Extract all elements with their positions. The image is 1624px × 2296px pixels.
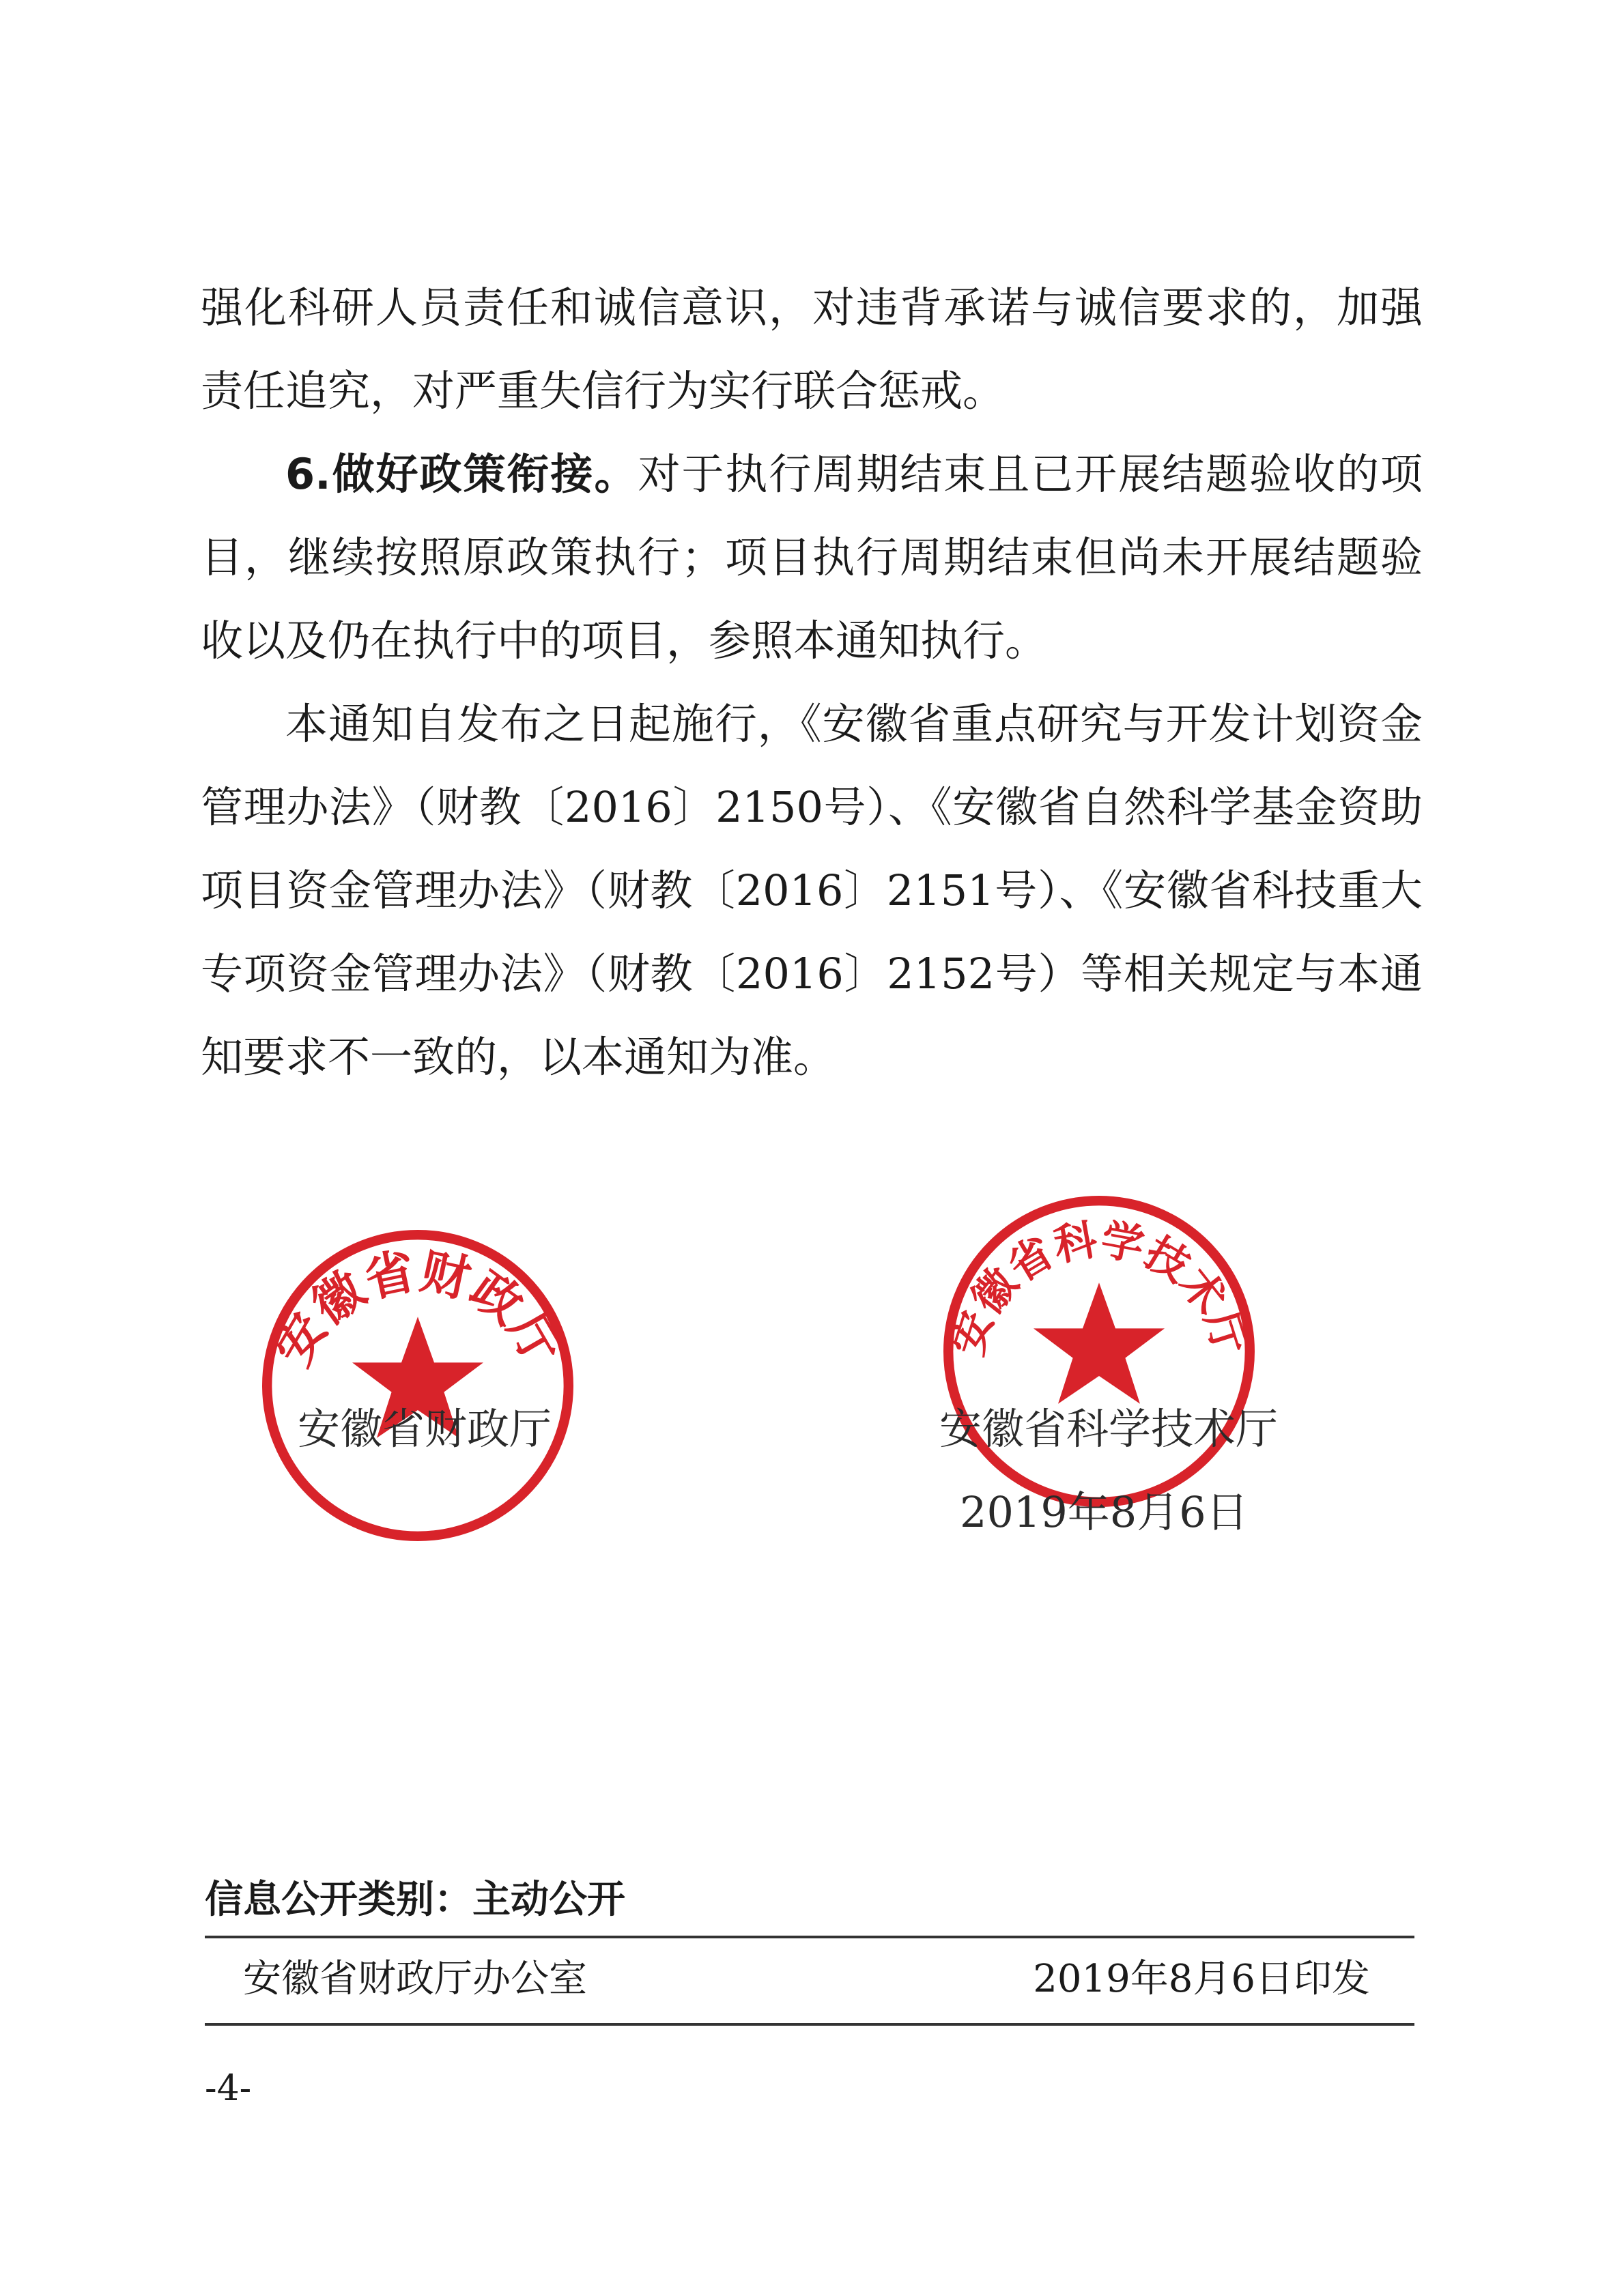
page-number: -4- bbox=[205, 2068, 252, 2109]
science-department-seal bbox=[935, 1188, 1263, 1515]
svg-text:安徽省科学技术厅: 安徽省科学技术厅 bbox=[942, 1214, 1256, 1362]
document-body bbox=[201, 266, 1423, 1099]
issue-date: 2019年8月6日印发 bbox=[1033, 1957, 1370, 2001]
section-heading: 6.做好政策衔接。 bbox=[285, 449, 638, 499]
paragraph-3: 本通知自发布之日起施行，《安徽省重点研究与开发计划资金管理办法》（财教〔2016〕2150号）、《安徽省自然科学基金资助项目资金管理办法》（财教〔2016〕2151号）、《安徽省科技重大专项资金管理办法》（财教〔2016〕2152号）等相关规定与本通知要求不一致的，以本通知为准。 bbox=[201, 699, 1423, 1082]
paragraph-2 bbox=[201, 433, 1423, 683]
issuing-office: 安徽省财政厅办公室 bbox=[243, 1957, 587, 2001]
svg-text:安徽省财政厅: 安徽省财政厅 bbox=[263, 1242, 572, 1375]
signature-finance: 安徽省财政厅 bbox=[298, 1404, 552, 1454]
paragraph-2-text: 对于执行周期结束且已开展结题验收的项目，继续按照原政策执行；项目执行周期结束但尚未开展结题验收以及仍在执行中的项目，参照本通知执行。 bbox=[201, 449, 1423, 665]
seal-graphic bbox=[254, 1222, 582, 1549]
paragraph-1: 强化科研人员责任和诚信意识，对违背承诺与诚信要求的，加强责任追究，对严重失信行为实行联合惩戒。 bbox=[201, 283, 1423, 416]
signature-date: 2019年8月6日 bbox=[960, 1487, 1249, 1537]
footer-rule-top bbox=[205, 1936, 1414, 1938]
disclosure-category: 信息公开类别：主动公开 bbox=[205, 1878, 625, 1922]
seal-graphic bbox=[935, 1188, 1263, 1515]
signature-science: 安徽省科学技术厅 bbox=[939, 1404, 1279, 1454]
finance-department-seal bbox=[254, 1222, 582, 1549]
footer-rule-bottom bbox=[205, 2023, 1414, 2026]
